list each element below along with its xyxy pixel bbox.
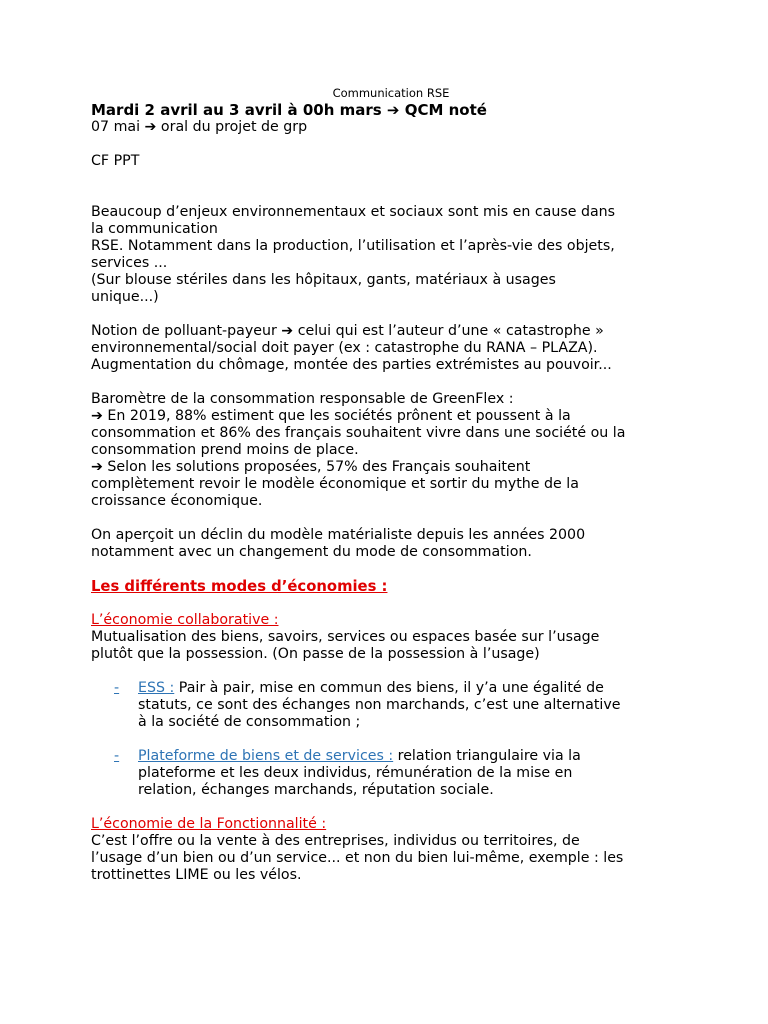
text-line: RSE. Notamment dans la production, l’utilisation et l’après-vie des objets, bbox=[91, 238, 615, 254]
paragraph-barometre bbox=[91, 391, 691, 510]
bullet-dash: - bbox=[114, 680, 120, 696]
text-line: environnemental/social doit payer (ex : catastrophe du RANA – PLAZA). bbox=[91, 340, 598, 356]
collaborative-heading: L’économie collaborative : bbox=[91, 612, 279, 628]
text-line: On aperçoit un déclin du modèle matérialiste depuis les années 2000 bbox=[91, 527, 586, 543]
text-line: services ... bbox=[91, 255, 168, 271]
text-line: Mutualisation des biens, savoirs, services ou espaces basée sur l’usage bbox=[91, 629, 600, 645]
ess-text: Pair à pair, mise en commun des biens, il y’a une égalité de bbox=[174, 680, 604, 696]
document-page bbox=[91, 86, 691, 884]
ess-label: ESS : bbox=[138, 680, 175, 696]
document-title: Communication RSE bbox=[332, 86, 450, 100]
bullet-plateforme bbox=[91, 748, 691, 799]
section-heading: Les différents modes d’économies : bbox=[91, 578, 388, 595]
text-line: notamment avec un changement du mode de consommation. bbox=[91, 544, 532, 560]
text-line: trottinettes LIME ou les vélos. bbox=[91, 867, 302, 883]
qcm-date-line: Mardi 2 avril au 3 avril à 00h mars ➔ QCM noté bbox=[91, 101, 487, 119]
plateforme-label: Plateforme de biens et de services : bbox=[138, 748, 394, 764]
text-line: (Sur blouse stériles dans les hôpitaux, gants, matériaux à usages bbox=[91, 272, 556, 288]
bullet-ess bbox=[91, 680, 691, 731]
text-line: croissance économique. bbox=[91, 493, 263, 509]
text-line: la communication bbox=[91, 221, 218, 237]
plateforme-text: relation triangulaire via la bbox=[393, 748, 581, 764]
text-line: Notion de polluant-payeur ➔ celui qui est l’auteur d’une « catastrophe » bbox=[91, 323, 604, 339]
oral-date-line: 07 mai ➔ oral du projet de grp bbox=[91, 119, 308, 135]
text-line: unique...) bbox=[91, 289, 159, 305]
text-line: Beaucoup d’enjeux environnementaux et sociaux sont mis en cause dans bbox=[91, 204, 616, 220]
text-line: consommation prend moins de place. bbox=[91, 442, 359, 458]
text-line: statuts, ce sont des échanges non marchands, c’est une alternative bbox=[138, 697, 621, 713]
text-line: consommation et 86% des français souhaitent vivre dans une société ou la bbox=[91, 425, 626, 441]
paragraph-declin bbox=[91, 527, 691, 561]
text-line: plutôt que la possession. (On passe de la possession à l’usage) bbox=[91, 646, 540, 662]
text-line: complètement revoir le modèle économique et sortir du mythe de la bbox=[91, 476, 579, 492]
text-line: ➔ Selon les solutions proposées, 57% des Français souhaitent bbox=[91, 459, 531, 475]
paragraph-polluant-payeur bbox=[91, 323, 691, 374]
text-line: Augmentation du chômage, montée des parties extrémistes au pouvoir... bbox=[91, 357, 612, 373]
bullet-dash: - bbox=[114, 748, 120, 764]
text-line: Baromètre de la consommation responsable de GreenFlex : bbox=[91, 391, 514, 407]
paragraph-enjeux bbox=[91, 204, 691, 306]
text-line: C’est l’offre ou la vente à des entreprises, individus ou territoires, de bbox=[91, 833, 580, 849]
text-line: plateforme et les deux individus, rémunération de la mise en bbox=[138, 765, 573, 781]
cf-ppt-line: CF PPT bbox=[91, 153, 140, 169]
text-line: à la société de consommation ; bbox=[138, 714, 361, 730]
fonctionnalite-heading: L’économie de la Fonctionnalité : bbox=[91, 816, 327, 832]
text-line: l’usage d’un bien ou d’un service... et non du bien lui-même, exemple : les bbox=[91, 850, 624, 866]
text-line: ➔ En 2019, 88% estiment que les sociétés prônent et poussent à la bbox=[91, 408, 571, 424]
text-line: relation, échanges marchands, réputation sociale. bbox=[138, 782, 494, 798]
